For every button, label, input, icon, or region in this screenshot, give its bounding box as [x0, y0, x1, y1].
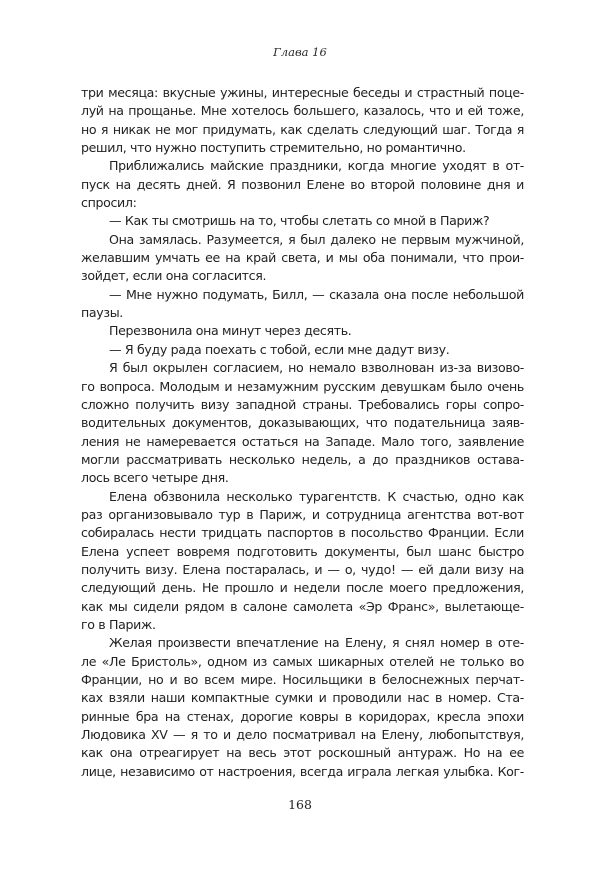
text-line: следующий день. Не прошло и недели после моего предложения,: [81, 580, 524, 596]
body-text: [81, 84, 524, 781]
text-line: лице, независимо от настроения, всегда играла легкая улыбка. Ког-: [81, 763, 524, 779]
text-line: ления не намеревается остаться на Западе. Мало того, заявление: [81, 433, 524, 449]
page-number: 168: [288, 797, 312, 812]
text-line: го вопроса. Молодым и незамужним русским девушкам было очень: [81, 378, 524, 394]
running-head: Глава 16: [273, 45, 327, 59]
text-line: но я никак не мог придумать, как сделать следующий шаг. Тогда я: [81, 121, 524, 137]
text-line: решил, что нужно поступить стремительно, но романтично.: [81, 140, 466, 156]
text-line: — Мне нужно подумать, Билл, — сказала она после небольшой: [109, 286, 524, 302]
text-line: зойдет, если она согласится.: [81, 268, 267, 284]
text-line: Приближались майские праздники, когда многие уходят в от-: [109, 158, 524, 174]
text-line: Она замялась. Разумеется, я был далеко не первым мужчиной,: [109, 231, 524, 247]
text-line: лось всего четыре дня.: [81, 470, 229, 486]
text-line: сложно получить визу западной страны. Требовались горы сопро-: [81, 396, 524, 412]
text-line: пуск на десять дней. Я позвонил Елене во второй половине дня и: [81, 176, 524, 192]
text-line: Елена успеет вовремя подготовить документы, был шанс быстро: [81, 543, 524, 559]
text-line: как мы сидели рядом в салоне самолета «Эр Франс», вылетающе-: [81, 598, 524, 614]
text-line: раз организовывало тур в Париж, и сотрудница агентства вот-вот: [81, 506, 524, 522]
text-line: получить визу. Елена постаралась, и — о, чудо! — ей дали визу на: [81, 561, 524, 577]
text-line: могли рассматривать несколько недель, а до праздников остава-: [81, 451, 524, 467]
text-line: как она отреагирует на весь этот роскошный антураж. Но на ее: [81, 745, 524, 761]
text-line: Людовика XV — я то и дело посматривал на Елену, любопытствуя,: [81, 727, 524, 743]
text-line: Елена обзвонила несколько турагентств. К счастью, одно как: [109, 488, 524, 504]
text-line: спросил:: [81, 195, 137, 211]
text-line: го в Париж.: [81, 616, 156, 632]
text-line: Франции, но и во всем мире. Носильщики в белоснежных перчат-: [81, 672, 524, 687]
text-line: — Как ты смотришь на то, чтобы слетать со мной в Париж?: [109, 213, 490, 229]
text-line: ках взяли наши компактные сумки и проводили нас в номер. Ста-: [81, 690, 524, 706]
text-line: паузы.: [81, 305, 123, 321]
text-line: ле «Ле Бристоль», одном из самых шикарных отелей не только во: [81, 653, 524, 669]
text-line: — Я буду рада поехать с тобой, если мне дадут визу.: [109, 341, 450, 357]
text-line: три месяца: вкусные ужины, интересные беседы и страстный поце-: [81, 85, 524, 100]
text-line: Желая произвести впечатление на Елену, я снял номер в оте-: [109, 635, 524, 651]
text-line: желавшим умчать ее на край света, и мы оба понимали, что прои-: [81, 250, 524, 266]
text-line: ринные бра на стенах, дорогие ковры в коридорах, кресла эпохи: [81, 708, 524, 724]
text-line: луй на прощанье. Мне хотелось большего, казалось, что и ей тоже,: [81, 103, 524, 119]
text-line: Я был окрылен согласием, но немало взволнован из-за визово-: [109, 360, 524, 376]
text-line: собиралась нести тридцать паспортов в посольство Франции. Если: [81, 525, 524, 541]
text-line: водительных документов, доказывающих, что подательница заяв-: [81, 415, 524, 431]
text-line: Перезвонила она минут через десять.: [109, 323, 352, 339]
